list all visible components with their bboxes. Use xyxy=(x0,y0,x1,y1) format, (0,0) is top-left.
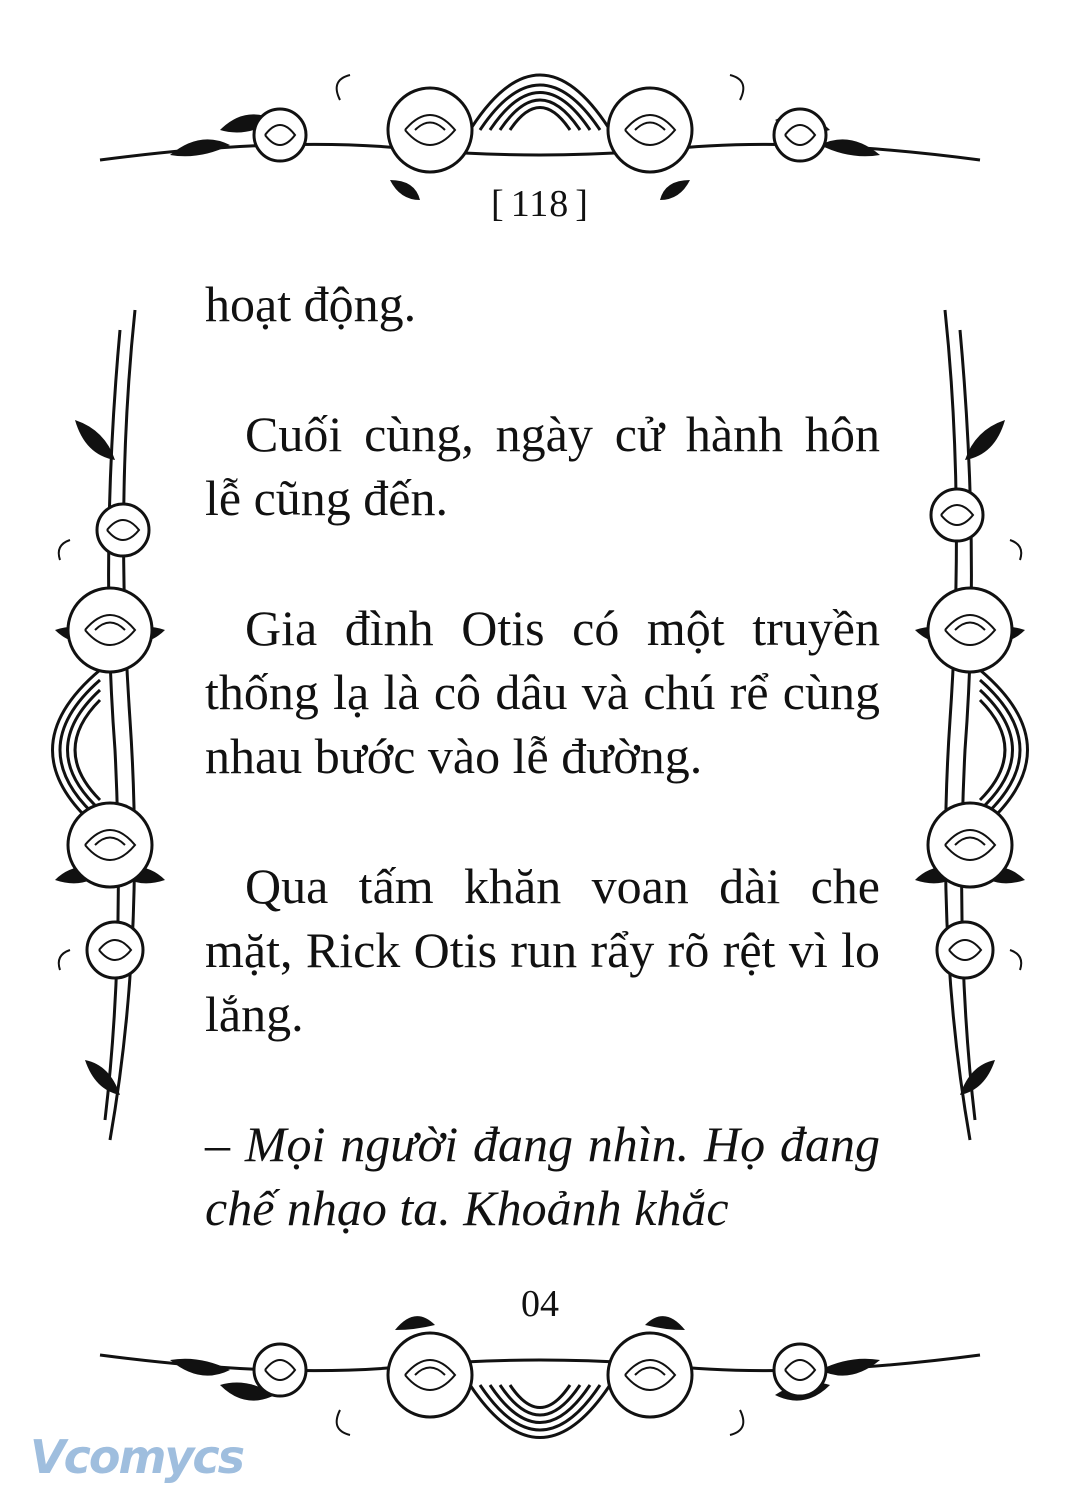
story-text xyxy=(205,272,880,1240)
vcomycs-watermark-logo: Vcomycs xyxy=(30,1430,244,1484)
left-rose-border-svg xyxy=(15,300,185,1150)
paragraph-5-dialogue: – Mọi người đang nhìn. Họ đang chế nhạo ta. Khoảnh khắc xyxy=(205,1116,880,1236)
paragraph-4: Qua tấm khăn voan dài che mặt, Rick Otis run rẩy rõ rệt vì lo lắng. xyxy=(205,858,880,1042)
paragraph-2: Cuối cùng, ngày cử hành hôn lễ cũng đến. xyxy=(205,406,880,526)
page-number-open-bracket: [ xyxy=(491,183,505,225)
right-rose-border-svg xyxy=(895,300,1065,1150)
paragraph-3: Gia đình Otis có một truyền thống lạ là cô dâu và chú rể cùng nhau bước vào lễ đường. xyxy=(205,600,880,784)
paragraph-1: hoạt động. xyxy=(205,276,417,332)
left-rose-border-icon xyxy=(15,300,185,1150)
page-number-close-bracket: ] xyxy=(575,183,589,225)
page-number xyxy=(0,182,1080,226)
right-rose-border-icon xyxy=(895,300,1065,1150)
page-number-value: 118 xyxy=(510,183,570,225)
chapter-number: 04 xyxy=(521,1283,559,1325)
